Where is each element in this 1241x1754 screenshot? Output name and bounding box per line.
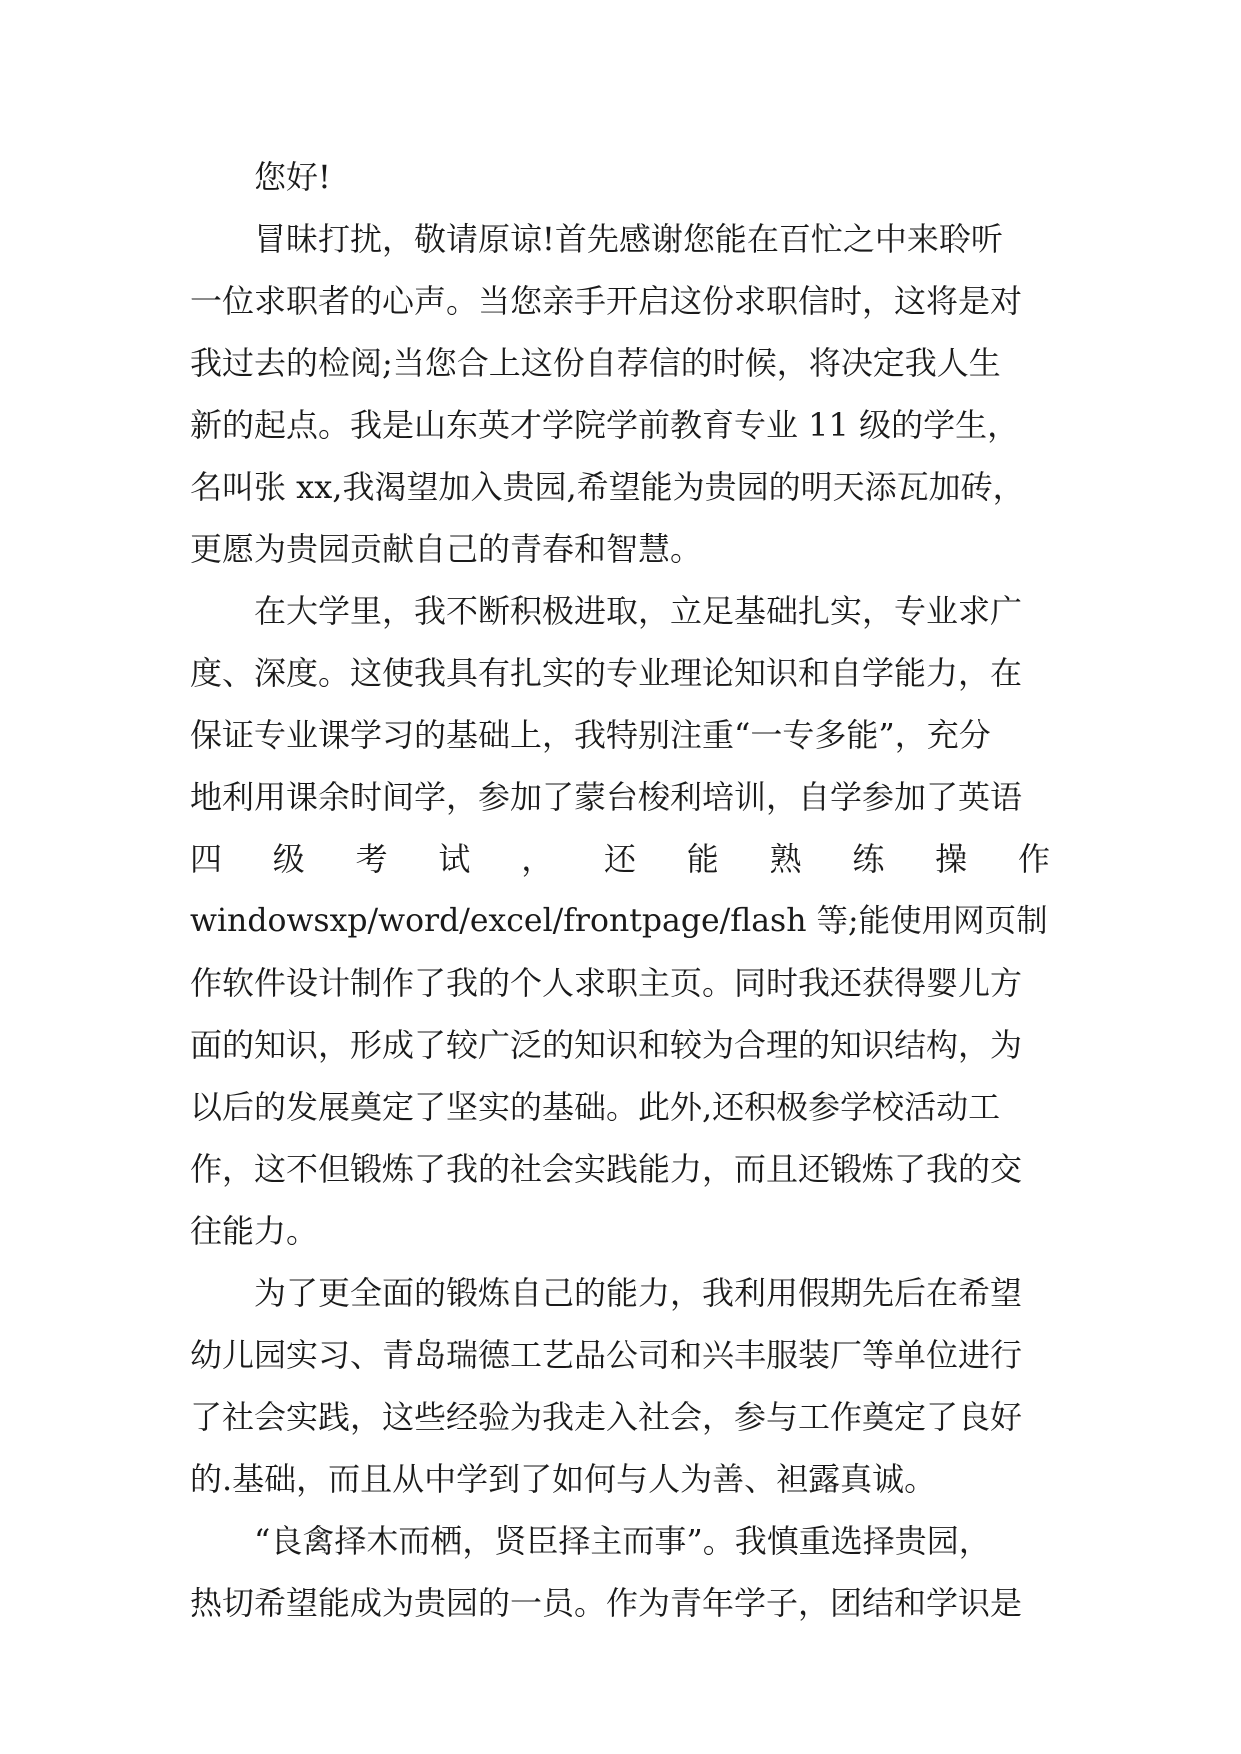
paragraph-line: 以后的发展奠定了坚实的基础。此外,还积极参学校活动工 [190,1088,1001,1126]
justified-char: 熟 [769,840,802,878]
greeting: 您好! [254,158,331,196]
paragraph-line: 了社会实践，这些经验为我走入社会，参与工作奠定了良好 [190,1398,1023,1436]
justified-char: 练 [852,840,885,878]
paragraph-line: 往能力。 [190,1212,319,1250]
paragraph-line: 在大学里，我不断积极进取，立足基础扎实，专业求广 [254,592,1023,630]
justified-char: 考 [355,840,388,878]
justified-char: 试 [438,840,471,878]
justified-char: 四 [190,840,223,878]
paragraph-line: 面的知识，形成了较广泛的知识和较为合理的知识结构，为 [190,1026,1023,1064]
paragraph-line: 地利用课余时间学，参加了蒙台梭利培训，自学参加了英语 [190,778,1023,816]
paragraph-line: 作软件设计制作了我的个人求职主页。同时我还获得婴儿方 [190,964,1023,1002]
paragraph-line: 更愿为贵园贡献自己的青春和智慧。 [190,530,703,568]
paragraph-line: 冒昧打扰，敬请原谅!首先感谢您能在百忙之中来聆听 [254,220,1003,258]
paragraph-line: 热切希望能成为贵园的一员。作为青年学子，团结和学识是 [190,1584,1023,1622]
paragraph-line: windowsxp/word/excel/frontpage/flash 等;能使用网页制 [190,903,1048,939]
justified-char: 级 [272,840,305,878]
paragraph-line: 新的起点。我是山东英才学院学前教育专业 11 级的学生， [190,406,1020,444]
paragraph-line: 名叫张 xx,我渴望加入贵园,希望能为贵园的明天添瓦加砖， [190,468,1025,506]
paragraph-line: 保证专业课学习的基础上，我特别注重“一专多能”，充分 [190,716,991,754]
paragraph-line: 作，这不但锻炼了我的社会实践能力，而且还锻炼了我的交 [190,1150,1023,1188]
paragraph-line: 我过去的检阅;当您合上这份自荐信的时候，将决定我人生 [190,344,1001,382]
paragraph-line: “良禽择木而栖，贤臣择主而事”。我慎重选择贵园， [254,1522,991,1560]
justified-line [190,828,1050,890]
justified-char: ， [521,840,554,878]
paragraph-line: 度、深度。这使我具有扎实的专业理论知识和自学能力，在 [190,654,1023,692]
justified-char: 操 [935,840,968,878]
paragraph-line: 为了更全面的锻炼自己的能力，我利用假期先后在希望 [254,1274,1023,1312]
justified-char: 能 [686,840,719,878]
paragraph-line: 幼儿园实习、青岛瑞德工艺品公司和兴丰服装厂等单位进行 [190,1336,1023,1374]
justified-char: 作 [1017,840,1050,878]
justified-char: 还 [603,840,636,878]
paragraph-line: 的.基础，而且从中学到了如何与人为善、袒露真诚。 [190,1460,937,1498]
paragraph-line: 一位求职者的心声。当您亲手开启这份求职信时，这将是对 [190,282,1023,320]
